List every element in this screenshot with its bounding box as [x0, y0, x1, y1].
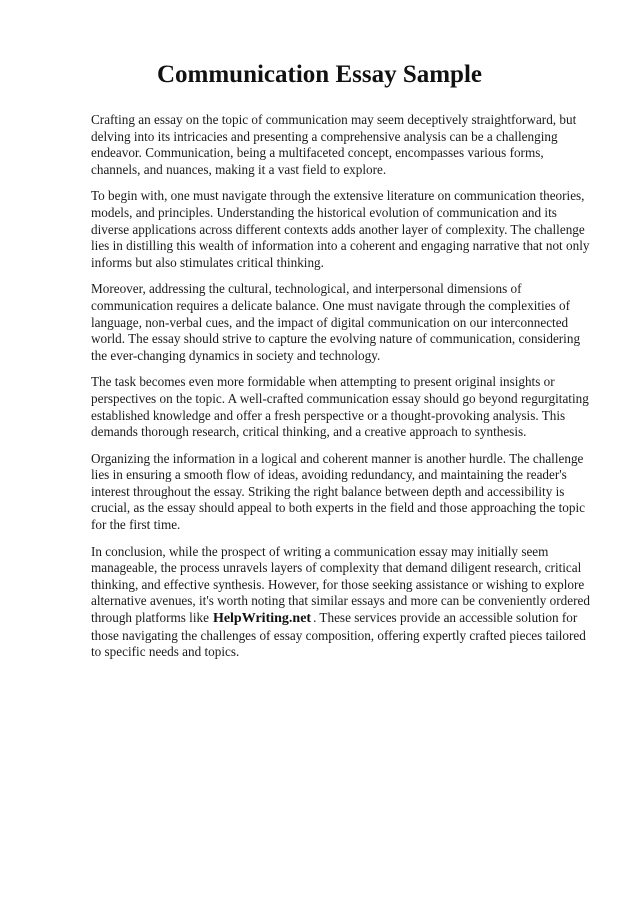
conclusion-text-before-link: In conclusion, while the prospect of writing a communication essay may initially seem manageable, the process unravels layers of complexity that demand diligent research, critical thinking, and effective synthesis. However, for those seeking assistance or wishing to explore alternative avenues, it's worth noting that similar essays and more can be conveniently ordered through platforms like	[91, 543, 590, 626]
paragraph-literature: To begin with, one must navigate through the extensive literature on communication theories, models, and principles. Understanding the historical evolution of communication and its diverse applications across different contexts adds another layer of complexity. The challenge lies in distilling this wealth of information into a coherent and engaging narrative that not only informs but also stimulates critical thinking.	[91, 188, 590, 270]
paragraph-intro: Crafting an essay on the topic of communication may seem deceptively straightforward, but delving into its intricacies and presenting a comprehensive analysis can be a challenging endeavor. Communication, being a multifaceted concept, encompasses various forms, channels, and nuances, making it a vast field to explore.	[91, 112, 577, 177]
paragraph-conclusion	[91, 544, 596, 661]
paragraph-originality: The task becomes even more formidable when attempting to present original insights or perspectives on the topic. A well-crafted communication essay should go beyond regurgitating established knowledge and offer a fresh perspective or a thought-provoking analysis. This demands thorough research, critical thinking, and a creative approach to synthesis.	[91, 374, 589, 440]
paragraph-organization: Organizing the information in a logical and coherent manner is another hurdle. The challenge lies in ensuring a smooth flow of ideas, avoiding redundancy, and maintaining the reader's interest throughout the essay. Striking the right balance between depth and accessibility is crucial, as the essay should appeal to both experts in the field and those approaching the topic for the first time.	[91, 450, 586, 533]
helpwriting-link[interactable]: HelpWriting.net	[212, 611, 312, 627]
page-title: Communication Essay Sample	[156, 61, 483, 88]
conclusion-text-after-link: . These services provide an accessible solution for those navigating the challenges of essay composition, offering expertly crafted pieces tailored to specific needs and topics.	[91, 610, 586, 660]
paragraph-dimensions: Moreover, addressing the cultural, technological, and interpersonal dimensions of communication requires a delicate balance. One must navigate through the complexities of language, non-verbal cues, and the impact of digital communication on our interconnected world. The essay should strive to capture the evolving nature of communication, considering the ever-changing dynamics in society and technology.	[91, 281, 581, 363]
